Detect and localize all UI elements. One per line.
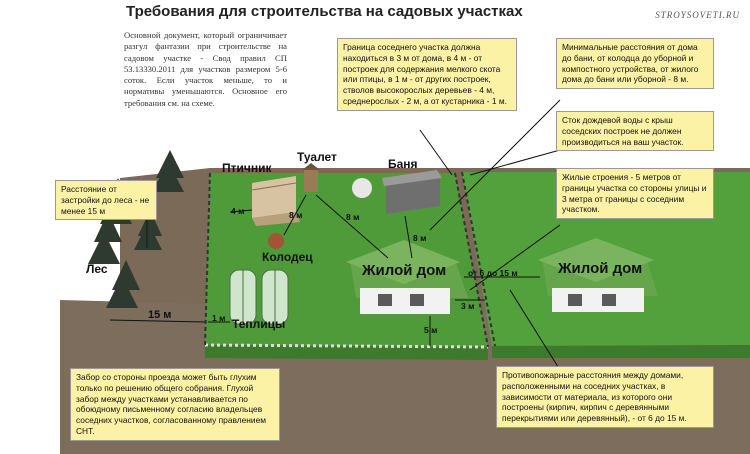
dim-bath-house: 8 м bbox=[413, 233, 427, 243]
note-forest: Расстояние от застройки до леса - не менее 15 м bbox=[55, 180, 157, 220]
label-forest: Лес bbox=[86, 262, 108, 276]
intro-text: Основной документ, который ограничивает разгул фантазии при строительстве на садовом участке - Свод правил СП 53.13330.2011 для участков размером 5-6 соток. Если участок меньше, то и нормативы уменьшаются. Основное его требования см. на схеме. bbox=[124, 30, 287, 108]
dim-greenhouse-border: 1 м bbox=[212, 313, 226, 323]
dim-house-border: 3 м bbox=[461, 301, 475, 311]
label-bath: Баня bbox=[388, 157, 418, 171]
page-title: Требования для строительства на садовых участках bbox=[126, 3, 523, 20]
dim-house-street: 5 м bbox=[424, 325, 438, 335]
note-rainwater: Сток дождевой воды с крыш соседских построек не должен производиться на ваш участок. bbox=[556, 111, 714, 151]
note-min-distances: Минимальные расстояния от дома до бани, от колодца до уборной и компостного устройства, от жилого дома до бани или уборной - 8 м. bbox=[556, 38, 714, 89]
note-housing: Жилые строения - 5 метров от границы участка со стороны улицы и 3 метра от границы с соседним участком. bbox=[556, 168, 714, 219]
label-house: Жилой дом bbox=[362, 262, 447, 279]
dim-toilet-well: 8 м bbox=[289, 210, 303, 220]
well bbox=[268, 233, 284, 249]
toilet-building bbox=[302, 163, 320, 192]
dim-poultry-border: 4 м bbox=[231, 206, 245, 216]
bush bbox=[352, 178, 372, 198]
dim-forest: 15 м bbox=[148, 309, 172, 321]
label-greenhouses: Теплицы bbox=[232, 317, 286, 331]
label-neighbor-house: Жилой дом bbox=[558, 260, 643, 277]
site-watermark: STROYSOVETI.RU bbox=[655, 10, 740, 20]
label-poultry: Птичник bbox=[222, 161, 272, 175]
neighbor-plot-edge bbox=[492, 345, 750, 358]
label-well: Колодец bbox=[262, 250, 313, 264]
note-fence: Забор со стороны проезда может быть глухим только по решению общего собрания. Глухой забор между участками устанавливается по обоюдному письменному согласию владельцев соседних участков, согласованному правлением СНТ. bbox=[70, 368, 280, 441]
dim-toilet-house: 8 м bbox=[346, 212, 360, 222]
label-toilet: Туалет bbox=[297, 150, 337, 164]
note-fire-distances: Противопожарные расстояния между домами, расположенными на соседних участках, в зависимости от материала, из которого они построены (кирпич, кирпич с деревянными перекрытиями или деревянный), - от 6 до 15 м. bbox=[496, 366, 714, 428]
dim-between-houses: от 6 до 15 м bbox=[468, 268, 518, 278]
note-neighbor-border: Граница соседнего участка должна находиться в 3 м от дома, в 4 м - от построек для содержания мелкого скота или птицы, в 1 м - от других построек, стволов высокорослых деревьев - 4 м, среднерослых - 2 м, а от кустарника - 1 м. bbox=[337, 38, 517, 111]
